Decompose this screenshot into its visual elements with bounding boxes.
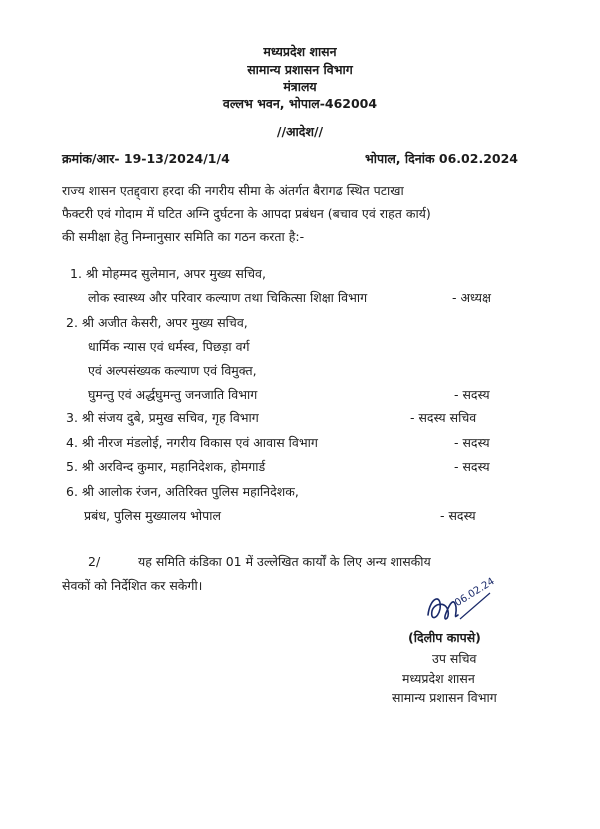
member-2-line-2: धार्मिक न्यास एवं धर्मस्व, पिछड़ा वर्ग [88,339,250,354]
intro-line-1: राज्य शासन एतद्द्वारा हरदा की नगरीय सीमा के अंतर्गत बैरागढ स्थित पटाखा [62,183,404,198]
member-4-role: - सदस्य [454,435,490,450]
signatory-office-1: मध्यप्रदेश शासन [402,671,475,686]
intro-line-2: फैक्टरी एवं गोदाम में घटित अग्नि दुर्घटना के आपदा प्रबंधन (बचाव एवं राहत कार्य) [62,206,431,221]
signatory-name: (दिलीप कापसे) [408,630,481,645]
member-2-line-4: घुमन्तु एवं अर्द्धघुमन्तु जनजाति विभाग [88,387,258,402]
member-5-role: - सदस्य [454,459,490,474]
member-3-line-1: 3. श्री संजय दुबे, प्रमुख सचिव, गृह विभाग [66,410,259,425]
member-6-line-1: 6. श्री आलोक रंजन, अतिरिक्त पुलिस महानिदेशक, [66,484,299,499]
member-1-line-1: 1. श्री मोहम्मद सुलेमान, अपर मुख्य सचिव, [70,266,266,281]
signatory-office-2: सामान्य प्रशासन विभाग [392,690,497,705]
order-place-date: भोपाल, दिनांक 06.02.2024 [364,151,518,166]
signature-date: 06.02.24 [453,576,497,610]
para-2-line-1: यह समिति कंडिका 01 में उल्लेखित कार्यों के लिए अन्य शासकीय [138,554,431,569]
member-6-line-2: प्रबंध, पुलिस मुख्यालय भोपाल [84,508,221,523]
member-1-line-2: लोक स्वास्थ्य और परिवार कल्याण तथा चिकित्सा शिक्षा विभाग [88,290,368,305]
member-2-role: - सदस्य [454,387,490,402]
member-5-line-1: 5. श्री अरविन्द कुमार, महानिदेशक, होमगार्ड [66,459,266,474]
header-government: मध्यप्रदेश शासन [263,44,337,59]
member-6-role: - सदस्य [440,508,476,523]
order-heading: //आदेश// [276,124,324,139]
member-4-line-1: 4. श्री नीरज मंडलोई, नगरीय विकास एवं आवास विभाग [66,435,318,450]
header-ministry: मंत्रालय [283,79,317,94]
header-address: वल्लभ भवन, भोपाल-462004 [222,96,378,111]
member-2-line-1: 2. श्री अजीत केसरी, अपर मुख्य सचिव, [66,315,248,330]
para-2-line-2: सेवकों को निर्देशित कर सकेगी। [62,578,203,593]
order-number: क्रमांक/आर- 19-13/2024/1/4 [62,151,230,166]
member-2-line-3: एवं अल्पसंख्यक कल्याण एवं विमुक्त, [88,363,257,378]
member-1-role: - अध्यक्ष [452,290,491,305]
signatory-designation: उप सचिव [432,651,477,666]
intro-line-3: की समीक्षा हेतु निम्नानुसार समिति का गठन करता है:- [62,229,305,244]
member-3-role: - सदस्य सचिव [410,410,477,425]
header-department: सामान्य प्रशासन विभाग [247,62,353,77]
para-2-number: 2/ [88,554,101,569]
